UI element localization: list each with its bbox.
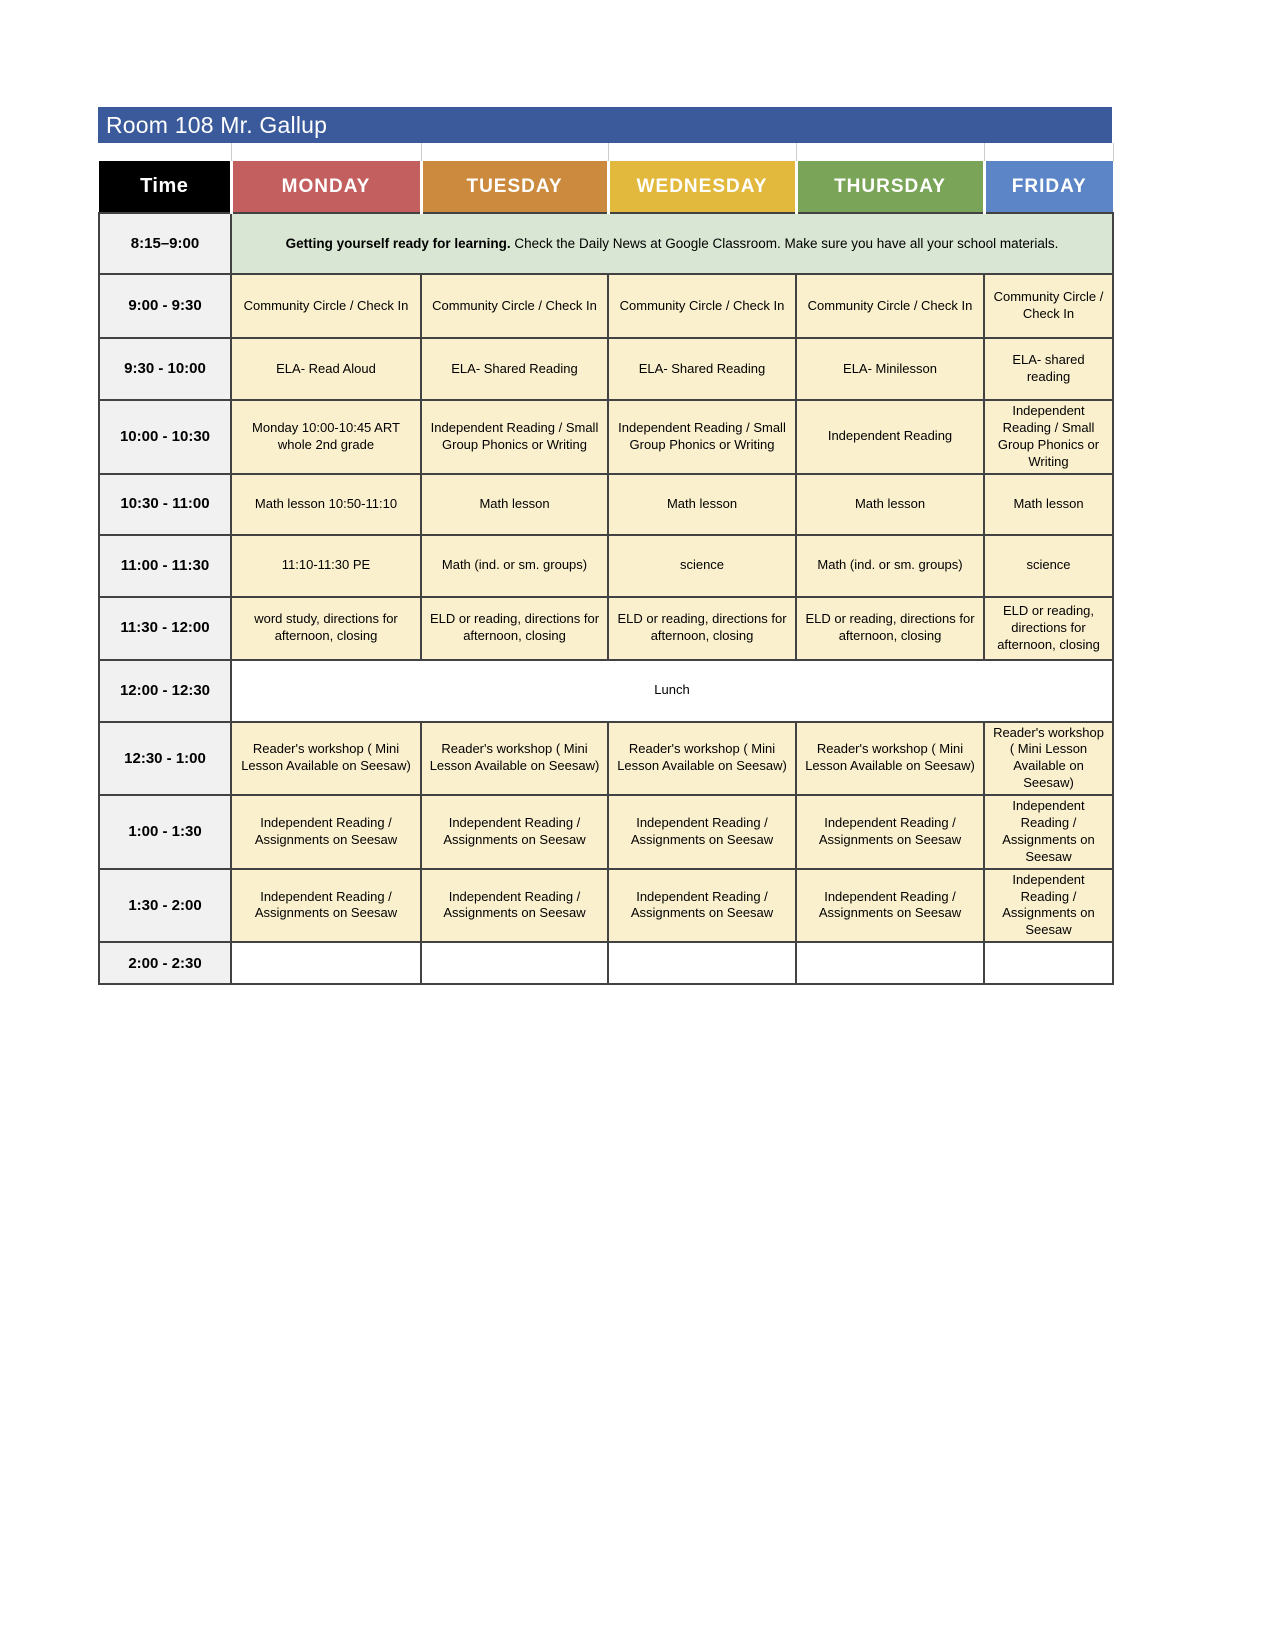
time-cell: 9:00 - 9:30	[99, 274, 231, 338]
schedule-row	[99, 597, 1113, 660]
schedule-row	[99, 274, 1113, 338]
schedule-cell: Math lesson 10:50-11:10	[231, 474, 421, 535]
schedule-cell: Independent Reading / Small Group Phonics or Writing	[984, 400, 1113, 474]
schedule-cell: Community Circle / Check In	[421, 274, 608, 338]
spacer-cell	[99, 143, 231, 161]
schedule-cell	[796, 942, 984, 984]
schedule-cell: Community Circle / Check In	[984, 274, 1113, 338]
day-header-thursday: THURSDAY	[796, 161, 984, 213]
schedule-body	[99, 213, 1113, 984]
schedule-cell: Reader's workshop ( Mini Lesson Available on Seesaw)	[608, 722, 796, 796]
schedule-cell: Independent Reading / Assignments on Seesaw	[421, 795, 608, 869]
schedule-cell: ELD or reading, directions for afternoon, closing	[984, 597, 1113, 660]
time-cell: 11:30 - 12:00	[99, 597, 231, 660]
announcement-cell	[231, 213, 1113, 274]
schedule-cell: Independent Reading / Assignments on Seesaw	[984, 869, 1113, 943]
schedule-cell: science	[984, 535, 1113, 597]
schedule-cell	[984, 942, 1113, 984]
schedule-cell: Reader's workshop ( Mini Lesson Available on Seesaw)	[231, 722, 421, 796]
announcement-bold-text: Getting yourself ready for learning.	[285, 235, 511, 251]
schedule-row	[99, 213, 1113, 274]
page-title: Room 108 Mr. Gallup	[106, 111, 328, 138]
schedule-cell: Monday 10:00-10:45 ART whole 2nd grade	[231, 400, 421, 474]
schedule-row	[99, 722, 1113, 796]
time-column-header: Time	[99, 161, 231, 213]
schedule-cell: ELD or reading, directions for afternoon, closing	[421, 597, 608, 660]
schedule-cell: Independent Reading / Assignments on Seesaw	[608, 795, 796, 869]
schedule-cell: Math lesson	[796, 474, 984, 535]
schedule-row	[99, 535, 1113, 597]
schedule-cell: Independent Reading / Assignments on Seesaw	[231, 869, 421, 943]
schedule-cell: ELA- Shared Reading	[421, 338, 608, 400]
schedule-cell: ELA- Minilesson	[796, 338, 984, 400]
schedule-cell: Reader's workshop ( Mini Lesson Available on Seesaw)	[984, 722, 1113, 796]
time-cell: 9:30 - 10:00	[99, 338, 231, 400]
schedule-cell: Independent Reading / Small Group Phonics or Writing	[421, 400, 608, 474]
schedule-cell: ELA- Shared Reading	[608, 338, 796, 400]
day-header-row	[99, 161, 1113, 213]
time-cell: 10:00 - 10:30	[99, 400, 231, 474]
schedule-row	[99, 660, 1113, 722]
schedule-cell: Math lesson	[984, 474, 1113, 535]
schedule-row	[99, 795, 1113, 869]
schedule-cell: Community Circle / Check In	[796, 274, 984, 338]
schedule-cell: Reader's workshop ( Mini Lesson Available on Seesaw)	[796, 722, 984, 796]
schedule-cell: Math lesson	[421, 474, 608, 535]
schedule-row	[99, 869, 1113, 943]
schedule-cell: 11:10-11:30 PE	[231, 535, 421, 597]
announcement-rest-text: Check the Daily News at Google Classroom. Make sure you have all your school materials.	[510, 235, 1059, 251]
time-cell: 11:00 - 11:30	[99, 535, 231, 597]
schedule-cell: Independent Reading / Assignments on Seesaw	[608, 869, 796, 943]
time-cell: 12:00 - 12:30	[99, 660, 231, 722]
spacer-cell	[984, 143, 1113, 161]
schedule-cell: Math lesson	[608, 474, 796, 535]
spacer-cell	[231, 143, 421, 161]
schedule-row	[99, 474, 1113, 535]
schedule-cell: Reader's workshop ( Mini Lesson Available on Seesaw)	[421, 722, 608, 796]
spacer-cell	[608, 143, 796, 161]
schedule-row	[99, 400, 1113, 474]
schedule-cell: science	[608, 535, 796, 597]
lunch-cell: Lunch	[231, 660, 1113, 722]
time-cell: 10:30 - 11:00	[99, 474, 231, 535]
schedule-row	[99, 942, 1113, 984]
schedule-cell: Community Circle / Check In	[231, 274, 421, 338]
schedule-row	[99, 338, 1113, 400]
schedule-cell	[421, 942, 608, 984]
schedule-cell: Independent Reading / Assignments on Seesaw	[796, 869, 984, 943]
time-cell: 12:30 - 1:00	[99, 722, 231, 796]
schedule-cell: ELA- shared reading	[984, 338, 1113, 400]
schedule-cell	[231, 942, 421, 984]
day-header-wednesday: WEDNESDAY	[608, 161, 796, 213]
schedule-cell: Independent Reading / Assignments on Seesaw	[231, 795, 421, 869]
time-cell: 2:00 - 2:30	[99, 942, 231, 984]
day-header-monday: MONDAY	[231, 161, 421, 213]
schedule-cell: ELD or reading, directions for afternoon, closing	[608, 597, 796, 660]
schedule-cell: ELD or reading, directions for afternoon, closing	[796, 597, 984, 660]
time-cell: 1:30 - 2:00	[99, 869, 231, 943]
day-header-tuesday: TUESDAY	[421, 161, 608, 213]
spacer-row	[99, 143, 1113, 161]
schedule-sheet	[98, 107, 1112, 985]
schedule-cell: Math (ind. or sm. groups)	[796, 535, 984, 597]
schedule-cell	[608, 942, 796, 984]
schedule-cell: Independent Reading / Assignments on Seesaw	[421, 869, 608, 943]
schedule-table	[98, 143, 1114, 985]
schedule-cell: Independent Reading / Small Group Phonics or Writing	[608, 400, 796, 474]
schedule-cell: word study, directions for afternoon, closing	[231, 597, 421, 660]
schedule-cell: Independent Reading	[796, 400, 984, 474]
schedule-cell: ELA- Read Aloud	[231, 338, 421, 400]
day-header-friday: FRIDAY	[984, 161, 1113, 213]
sheet-title-bar	[98, 107, 1112, 143]
schedule-cell: Independent Reading / Assignments on Seesaw	[984, 795, 1113, 869]
time-cell: 8:15–9:00	[99, 213, 231, 274]
schedule-cell: Math (ind. or sm. groups)	[421, 535, 608, 597]
spacer-cell	[421, 143, 608, 161]
spacer-cell	[796, 143, 984, 161]
schedule-cell: Community Circle / Check In	[608, 274, 796, 338]
schedule-cell: Independent Reading / Assignments on Seesaw	[796, 795, 984, 869]
time-cell: 1:00 - 1:30	[99, 795, 231, 869]
